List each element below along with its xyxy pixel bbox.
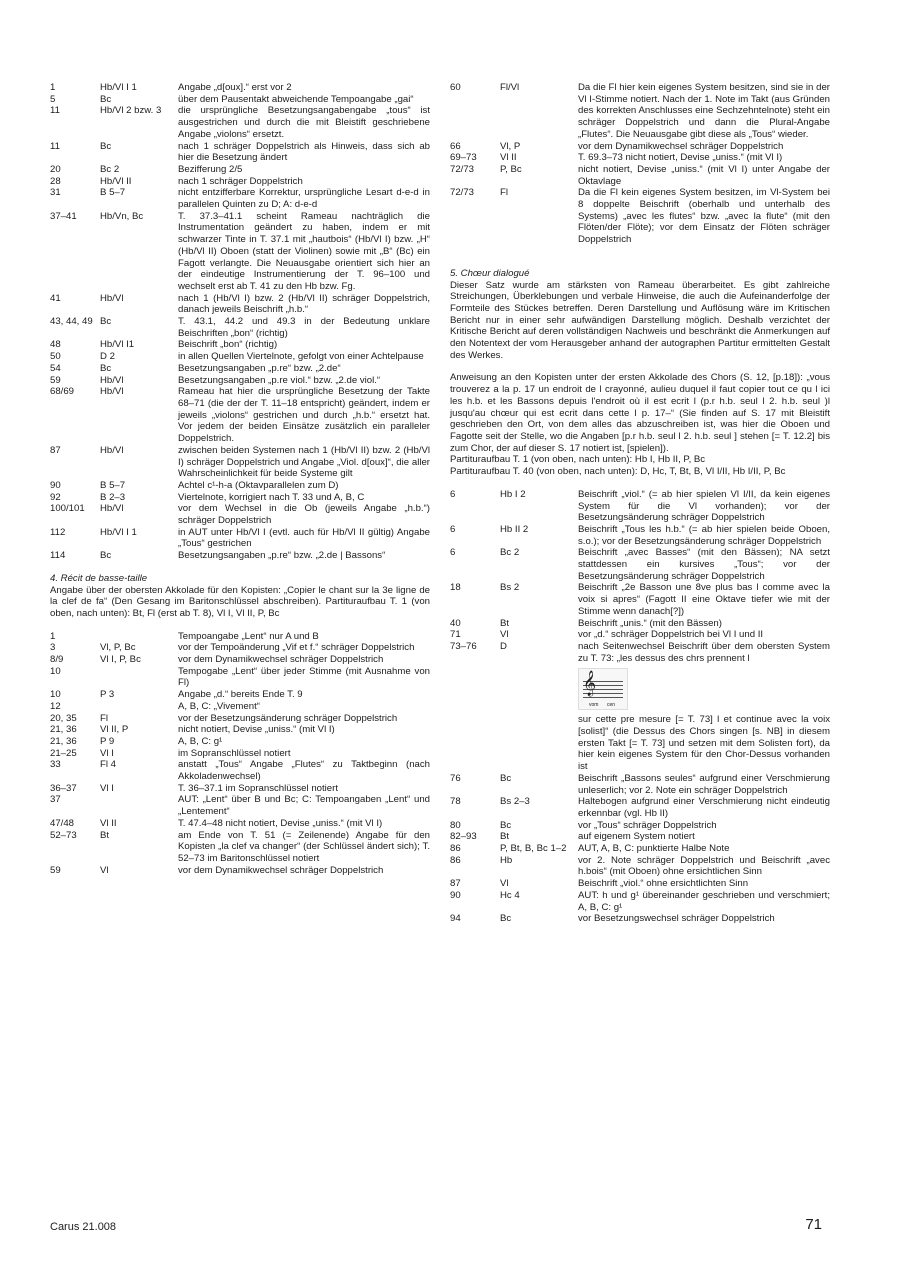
part-label: Hb/Vl I 1 [100, 82, 137, 93]
bar-number: 72/73 [450, 187, 475, 199]
part-label: Hb II 2 [500, 523, 529, 535]
note-text: A, B, C: g¹ [178, 735, 223, 747]
bar-number: 1 [50, 630, 56, 642]
bar-number: 66 [450, 140, 461, 152]
notes-table-3 [450, 82, 830, 246]
note-row [450, 878, 830, 890]
note-text: in allen Quellen Viertelnote, gefolgt von einer Achtelpause [178, 351, 424, 363]
part-label [100, 794, 178, 817]
note-row [450, 890, 830, 913]
notes-table-2 [50, 631, 430, 877]
part-label: Vl, P [500, 140, 521, 152]
note-text: nicht notiert, Devise „uniss.“ (mit Vl I) [178, 724, 335, 736]
note-row [450, 582, 830, 617]
part-label: Hb/Vl [100, 503, 124, 515]
part-label: Vl II [100, 817, 117, 829]
part-label: Vl [500, 629, 509, 641]
music-example [578, 668, 628, 710]
bar-number: 10 [50, 665, 61, 677]
notes-table-4 [450, 489, 830, 665]
note-row [50, 141, 430, 164]
note-text: über dem Pausentakt abweichende Tempoangabe „gai“ [178, 93, 414, 105]
note-text: T. 43.1, 44.2 und 49.3 in der Bedeutung unklare Beischriften „bon“ (richtig) [178, 316, 430, 339]
note-text: Viertelnote, korrigiert nach T. 33 und A, B, C [178, 491, 365, 503]
note-row [50, 724, 430, 736]
bar-number: 40 [450, 617, 461, 629]
note-row [450, 618, 830, 630]
note-row [50, 783, 430, 795]
note-row [50, 818, 430, 830]
part-label: Vl II, P [100, 724, 129, 736]
bar-number: 80 [450, 819, 461, 831]
bar-number: 87 [450, 878, 461, 890]
page-number: 71 [805, 1216, 822, 1233]
part-label: Hb/Vl I 1 [100, 526, 137, 538]
part-label: Bc [100, 362, 112, 374]
note-row [50, 82, 430, 94]
part-label: Vl I, P, Bc [100, 654, 141, 666]
note-text: Beischrift „avec Basses“ (mit den Bässen); NA setzt stattdessen ein kursives „Tous“; vor der Besetzungsänderung schräger Doppelstrich [578, 547, 830, 582]
note-row [50, 865, 430, 877]
bar-number: 20, 35 [50, 712, 77, 724]
bar-number: 92 [50, 491, 61, 503]
bar-number: 37–41 [50, 210, 77, 222]
continuation-text: sur cette pre mesure [= T. 73] l et continue avec la voix [solist]“ (die Dessus des Chors singen [s. NB] in diesem ersten Takt [= T. 73] und setzen mit dem Solisten fort), da hier kein eigenes System für den Chor-Dessus vorhanden ist [578, 714, 830, 773]
bar-number: 21, 36 [50, 724, 77, 736]
bar-number: 8/9 [50, 654, 64, 666]
lyric-syllable: vom [589, 702, 599, 709]
bar-number: 5 [50, 93, 56, 105]
section-intro-recit: Angabe über der obersten Akkolade für den Kopisten: „Copier le chant sur la 3e ligne de la clef de fa“ (Den Gesang im Baritonschlüssel abschreiben). Partituraufbau T. 1 (von oben, nach unten): Bt, Fl (erst ab T. 8), Vl I, Vl II, P, Bc [50, 584, 430, 619]
bar-number: 73–76 [450, 640, 477, 652]
note-text: vor dem Dynamikwechsel schräger Doppelstrich [178, 654, 384, 666]
note-row [50, 736, 430, 748]
note-text: T. 37.3–41.1 scheint Rameau nachträglich die Instrumentation geändert zu haben, indem er mit schwarzer Tinte in T. 37.1 mit „hautbois“ (Hb/Vl I) bzw. „H“ (Hb/Vl II) Oboen (statt der Violinen) sowie mit „B“ (Bc) ein Fagott verlangte. Die Neuausgabe orientiert sich hier an der eindeutige Instrumentierung der T. 96–100 und wechselt erst ab T. 41 zu den Hb bzw. Fg. [178, 210, 430, 292]
note-row [450, 913, 830, 925]
publisher-label: Carus 21.008 [50, 1221, 117, 1233]
part-label: Hb/Vl I1 [100, 339, 135, 351]
note-text: Tempoangabe „Lent“ nur A und B [178, 630, 319, 642]
bar-number: 43, 44, 49 [50, 316, 93, 328]
note-text: Besetzungsangaben „p.re“ bzw. „2.de“ [178, 362, 341, 374]
bar-number: 6 [450, 547, 456, 559]
part-label: Hb/Vl 2 bzw. 3 [100, 105, 162, 117]
part-label: Hb/Vl [100, 374, 124, 386]
bar-number: 1 [50, 82, 56, 93]
part-label: Bt [500, 831, 510, 843]
lyric-syllable: cen [607, 702, 616, 709]
note-row [50, 176, 430, 188]
note-text: vor der Tempoänderung „Vif et f.“ schräger Doppelstrich [178, 642, 415, 654]
note-text: Beischrift „bon“ (richtig) [178, 339, 278, 351]
bar-number: 11 [50, 105, 60, 117]
part-label: Hb/Vl [100, 444, 124, 456]
part-label: Fl [500, 187, 508, 199]
note-text: Beischrift „Tous les h.b.“ (= ab hier spielen beide Oboen, s.o.); vor der Besetzungsänderung schräger Doppelstrich [578, 523, 830, 547]
part-label: Fl/Vl [500, 82, 520, 93]
bar-number: 78 [450, 796, 461, 808]
note-text: vor der Besetzungsänderung schräger Doppelstrich [178, 712, 398, 724]
note-row [450, 843, 830, 855]
part-label [100, 701, 178, 713]
bar-number: 37 [50, 794, 61, 806]
bar-number: 21, 36 [50, 735, 77, 747]
note-row [50, 527, 430, 550]
note-row [450, 773, 830, 796]
part-label: Vl I [100, 747, 114, 759]
note-text: nicht notiert, Devise „uniss.“ (mit Vl I) unter Angabe der Oktavlage [578, 163, 830, 187]
part-label: D [500, 640, 507, 652]
note-text: Beischrift „viol.“ ohne ersichtlichten Sinn [578, 878, 749, 890]
part-label: Bc [100, 550, 112, 562]
score-layout-t40: Partituraufbau T. 40 (von oben, nach unten): D, Hc, T, Bt, B, Vl I/II, Hb I/II, P, Bc [450, 466, 786, 478]
note-row [450, 489, 830, 524]
part-label: Fl 4 [100, 759, 116, 771]
bar-number: 86 [450, 843, 461, 855]
note-row [50, 445, 430, 480]
bar-number: 86 [450, 854, 461, 866]
bar-number: 54 [50, 362, 61, 374]
part-label: Bc [500, 772, 512, 784]
note-row [450, 831, 830, 843]
note-row [450, 855, 830, 878]
part-label: Hc 4 [500, 889, 520, 901]
bar-number: 41 [50, 292, 61, 304]
part-label: P 3 [100, 689, 115, 701]
bar-number: 94 [450, 913, 461, 925]
note-row [50, 105, 430, 140]
bar-number: 52–73 [50, 829, 77, 841]
note-row [50, 689, 430, 701]
note-text: Besetzungsangaben „p.re“ bzw. „2.de | Bassons“ [178, 550, 386, 562]
note-text: T. 36–37.1 im Sopranschlüssel notiert [178, 782, 338, 794]
note-row [450, 820, 830, 832]
note-text: T. 69.3–73 nicht notiert, Devise „uniss.“ (mit Vl I) [578, 152, 783, 164]
bar-number: 100/101 [50, 503, 85, 515]
part-label: P, Bc [500, 163, 522, 175]
part-label: B 5–7 [100, 479, 126, 491]
part-label: Bc [100, 316, 112, 328]
note-row [450, 629, 830, 641]
part-label: Vl [100, 864, 109, 876]
note-text: T. 47.4–48 nicht notiert, Devise „uniss.“ (mit Vl I) [178, 817, 383, 829]
note-row [50, 492, 430, 504]
bar-number: 11 [50, 140, 60, 152]
note-row [50, 187, 430, 210]
note-row [50, 631, 430, 643]
note-text: Beischrift „2e Basson une 8ve plus bas l comme avec la voix si apres“ (Fagott II eine Oktave tiefer wie mit der Stimme wenn danach[?]) [578, 582, 830, 617]
note-row [50, 94, 430, 106]
note-row [50, 375, 430, 387]
bar-number: 20 [50, 163, 61, 175]
part-label: Bc [500, 819, 512, 831]
note-text: anstatt „Tous“ Angabe „Flutes“ zu Taktbeginn (nach Akkoladenwechsel) [178, 759, 430, 783]
part-label: Fl [100, 712, 108, 724]
note-row [450, 524, 830, 547]
note-row [50, 211, 430, 293]
note-row [50, 480, 430, 492]
note-text: Da die Fl kein eigenes System besitzen, im Vl-System bei 8 doppelte Beischrift (oberhalb und unterhalb des Systems) „avec les flutes“ bzw. „avec la flute“ (mit den Flöten/der Flöte); vor dem Einsatz der Flöten schräger Doppelstrich [578, 187, 830, 246]
note-text: Tempogabe „Lent“ über jeder Stimme (mit Ausnahme von Fl) [178, 665, 430, 689]
note-row [450, 641, 830, 664]
note-text: im Sopranschlüssel notiert [178, 747, 291, 759]
part-label: Hb/Vl [100, 292, 124, 304]
part-label: Vl II [500, 152, 517, 164]
part-label: Bt [100, 829, 110, 841]
bar-number: 18 [450, 582, 461, 594]
note-row [450, 164, 830, 187]
note-row [450, 796, 830, 819]
bar-number: 6 [450, 523, 456, 535]
bar-number: 90 [50, 479, 61, 491]
note-row [50, 339, 430, 351]
note-text: in AUT unter Hb/Vl I (evtl. auch für Hb/Vl II gültig) Angabe „Tous“ gestrichen [178, 526, 430, 550]
part-label: P, Bt, B, Bc 1–2 [500, 843, 567, 855]
bar-number: 114 [50, 550, 66, 562]
note-text: AUT: „Lent“ über B und Bc; C: Tempoangaben „Lent“ und „Lentement“ [178, 794, 430, 818]
note-row [450, 82, 830, 141]
part-label: B 2–3 [100, 491, 126, 503]
section-intro-choeur: Dieser Satz wurde am stärksten von Rameau überarbeitet. Es gibt zahlreiche Streichungen, Überklebungen und verbale Hinweise, die auch die Aufeinanderfolge der Formteile des Stückes betreffen. Deren Darstellung und Auflösung wäre im Kritischen Bericht nur in einer sehr aufwändigen Darstellung möglich. Deshalb verzichtet der Kritische Bericht auf deren vollständigen Nachweis und beschränkt die Anmerkungen auf den Notentext der vom Herausgeber anhand der autographen Partitur ermittelten Gestalt des Werkes. [450, 279, 830, 361]
part-label: P 9 [100, 735, 115, 747]
note-text: A, B, C: „Vivement“ [178, 700, 260, 712]
part-label: Bt [500, 617, 510, 629]
bar-number: 33 [50, 759, 61, 771]
note-row [50, 642, 430, 654]
section-title-recit: 4. Récit de basse-taille [50, 572, 148, 584]
note-text: vor dem Wechsel in die Ob (jeweils Angabe „h.b.“) schräger Doppelstrich [178, 503, 430, 527]
note-row [450, 141, 830, 153]
note-row [50, 351, 430, 363]
left-column [50, 82, 430, 876]
part-label: Bc 2 [100, 163, 120, 175]
part-label: D 2 [100, 351, 115, 363]
note-text: vor „d.“ schräger Doppelstrich bei Vl I und II [578, 629, 764, 641]
treble-clef-icon: 𝄞 [583, 671, 597, 697]
part-label: Hb/Vl II [100, 175, 132, 187]
note-row [50, 503, 430, 526]
note-text: nach Seitenwechsel Beischrift über dem obersten System zu T. 73: „les dessus des chrs prennent l [578, 640, 830, 664]
bar-number: 69–73 [450, 152, 477, 164]
part-label [100, 666, 178, 689]
note-text: Achtel c¹-h-a (Oktavparallelen zum D) [178, 479, 339, 491]
copyist-instruction: Anweisung an den Kopisten unter der ersten Akkolade des Chors (S. 12, [p.18]): „vous trouverez a la p. 17 un endroit de l crayonné, aulieu duquel il faut copier tout ce qu l ici les h.b. et les Bassons depuis l'endroit où il est ecrit l (p.r h.b. seul l 2. h.b. seul )l jusqu'au chœur qui est ecrit dans cette l p. 17–“ (Sie finden auf S. 17 mit Bleistift geschrieben den Ort, von dem alles das abzuschreiben ist, was hier die Oboen und Fagotte seit der Stelle, wo die Angaben [p.r h.b. seul l 2. h.b. seul ] stehen [= T. 12.2] bis zum Chor, der auf dieser S. 17 notiert ist, [spielen]). [450, 372, 830, 454]
bar-number: 48 [50, 339, 61, 351]
note-text: vor Besetzungswechsel schräger Doppelstrich [578, 913, 775, 925]
note-text: Angabe „d.“ bereits Ende T. 9 [178, 689, 303, 701]
part-label: Vl, P, Bc [100, 642, 136, 654]
note-text: nach 1 (Hb/Vl I) bzw. 2 (Hb/Vl II) schräger Doppelstrich, danach jeweils Beischrift „h.b.“ [178, 292, 430, 316]
note-text: Angabe „d[oux].“ erst vor 2 [178, 82, 292, 93]
right-column [450, 82, 830, 925]
note-row [450, 547, 830, 582]
part-label: Bc [100, 93, 112, 105]
note-text: vor dem Dynamikwechsel schräger Doppelstrich [578, 140, 784, 152]
note-text: vor 2. Note schräger Doppelstrich und Beischrift „avec h.bois“ (mit Oboen) ohne ersichtlichen Sinn [578, 854, 830, 878]
note-row [50, 759, 430, 782]
part-label: Bc [500, 913, 512, 925]
note-text: vor dem Dynamikwechsel schräger Doppelstrich [178, 864, 384, 876]
note-row [50, 666, 430, 689]
note-text: Haltebogen aufgrund einer Verschmierung nicht eindeutig erkennbar (vgl. Hb II) [578, 796, 830, 819]
note-text: nach 1 schräger Doppelstrich als Hinweis, dass sich ab hier die Besetzung ändert [178, 140, 430, 164]
part-label: Hb/Vn, Bc [100, 210, 144, 222]
note-text: nicht entzifferbare Korrektur, ursprüngliche Lesart d-e-d in parallelen Quinten zu D; A: d-e-d [178, 187, 430, 211]
note-row [50, 713, 430, 725]
part-label: Bs 2–3 [500, 796, 530, 808]
bar-number: 3 [50, 642, 56, 654]
note-row [50, 550, 430, 562]
bar-number: 71 [450, 629, 461, 641]
bar-number: 28 [50, 175, 61, 187]
bar-number: 72/73 [450, 163, 475, 175]
part-label: Hb I 2 [500, 488, 526, 500]
bar-number: 60 [450, 82, 461, 93]
section-title-choeur: 5. Chœur dialogué [450, 267, 530, 279]
note-row [450, 152, 830, 164]
bar-number: 6 [450, 488, 456, 500]
part-label [100, 631, 178, 643]
bar-number: 68/69 [50, 386, 75, 398]
part-label: Bc [100, 140, 112, 152]
note-row [50, 654, 430, 666]
part-label: Vl I [100, 782, 114, 794]
note-text: Beischrift „Bassons seules“ aufgrund einer Verschmierung unleserlich; vor 2. Note ein schräger Doppelstrich [578, 772, 830, 796]
bar-number: 59 [50, 864, 61, 876]
note-row [50, 316, 430, 339]
bar-number: 76 [450, 772, 461, 784]
part-label: Hb [500, 854, 513, 866]
note-text: zwischen beiden Systemen nach 1 (Hb/Vl II) bzw. 2 (Hb/Vl I) schräger Doppelstrich und Angabe „Viol. d[oux]“, die aller Wahrscheinlichkeit für beide Systeme gilt [178, 444, 430, 480]
note-row [50, 293, 430, 316]
score-layout-t1: Partituraufbau T. 1 (von oben, nach unten): Hb I, Hb II, P, Bc [450, 454, 706, 466]
note-row [50, 164, 430, 176]
part-label: Vl [500, 878, 509, 890]
note-row [450, 187, 830, 246]
bar-number: 10 [50, 689, 61, 701]
note-text: Beischrift „unis.“ (mit den Bässen) [578, 617, 722, 629]
bar-number: 21–25 [50, 747, 77, 759]
note-row [50, 830, 430, 865]
note-row [50, 363, 430, 375]
bar-number: 59 [50, 374, 61, 386]
part-label: Hb/Vl [100, 386, 124, 398]
note-text: vor „Tous“ schräger Doppelstrich [578, 819, 717, 831]
bar-number: 31 [50, 187, 61, 199]
bar-number: 87 [50, 444, 61, 456]
notes-table-5 [450, 773, 830, 925]
bar-number: 112 [50, 526, 66, 538]
bar-number: 90 [450, 889, 461, 901]
bar-number: 50 [50, 351, 61, 363]
bar-number: 82–93 [450, 831, 477, 843]
note-text: nach 1 schräger Doppelstrich [178, 175, 303, 187]
note-text: AUT, A, B, C: punktierte Halbe Note [578, 843, 730, 855]
note-text: Beischrift „viol.“ (= ab hier spielen Vl I/II, da kein eigenes System für die Vl vorhanden); vor der Besetzungsänderung schräger Doppelstrich [578, 488, 830, 524]
note-text: Rameau hat hier die ursprüngliche Besetzung der Takte 68–71 (die der der T. 11–18 entspricht) geändert, indem er jeweils „violons“ gestrichen und durch „h.b.“ ersetzt hat. Vor jedem der beiden Einsätze zusätzlich ein paralleler Doppelstrich. [178, 386, 430, 445]
part-label: Bs 2 [500, 582, 520, 594]
bar-number: 47/48 [50, 817, 75, 829]
note-text: auf eigenem System notiert [578, 831, 695, 843]
note-text: AUT: h und g¹ übereinander geschrieben und verschmiert; A, B, C: g¹ [578, 889, 830, 913]
part-label: Bc 2 [500, 547, 520, 559]
note-row [50, 794, 430, 817]
bar-number: 36–37 [50, 782, 77, 794]
note-text: Besetzungsangaben „p.re viol.“ bzw. „2.de viol.“ [178, 374, 381, 386]
note-row [50, 748, 430, 760]
note-row [50, 386, 430, 445]
note-row [50, 701, 430, 713]
note-text: die ursprüngliche Besetzungsangabengabe „tous“ ist ausgestrichen und durch die mit Bleistift geschriebene Angabe „violons“ ersetzt. [178, 105, 430, 140]
note-text: Da die Fl hier kein eigenes System besitzen, sind sie in der Vl I-Stimme notiert. Nach der 1. Note im Takt (aus Gründen des korrekten Anschlusses eine Sechzehntelnote) steht ein schräger Doppelstrich und dann die Plural-Angabe „Flutes“. Die Neuausgabe gibt diese als „Tous“ wieder. [578, 82, 830, 140]
bar-number: 12 [50, 700, 61, 712]
note-text: Bezifferung 2/5 [178, 163, 243, 175]
notes-table-1 [50, 82, 430, 562]
note-text: am Ende von T. 51 (= Zeilenende) Angabe für den Kopisten „la clef va changer“ (der Schlüssel ändert sich); T. 52–73 im Baritonschlüssel notiert [178, 829, 430, 864]
continuation-row [450, 714, 830, 773]
part-label: B 5–7 [100, 187, 126, 199]
